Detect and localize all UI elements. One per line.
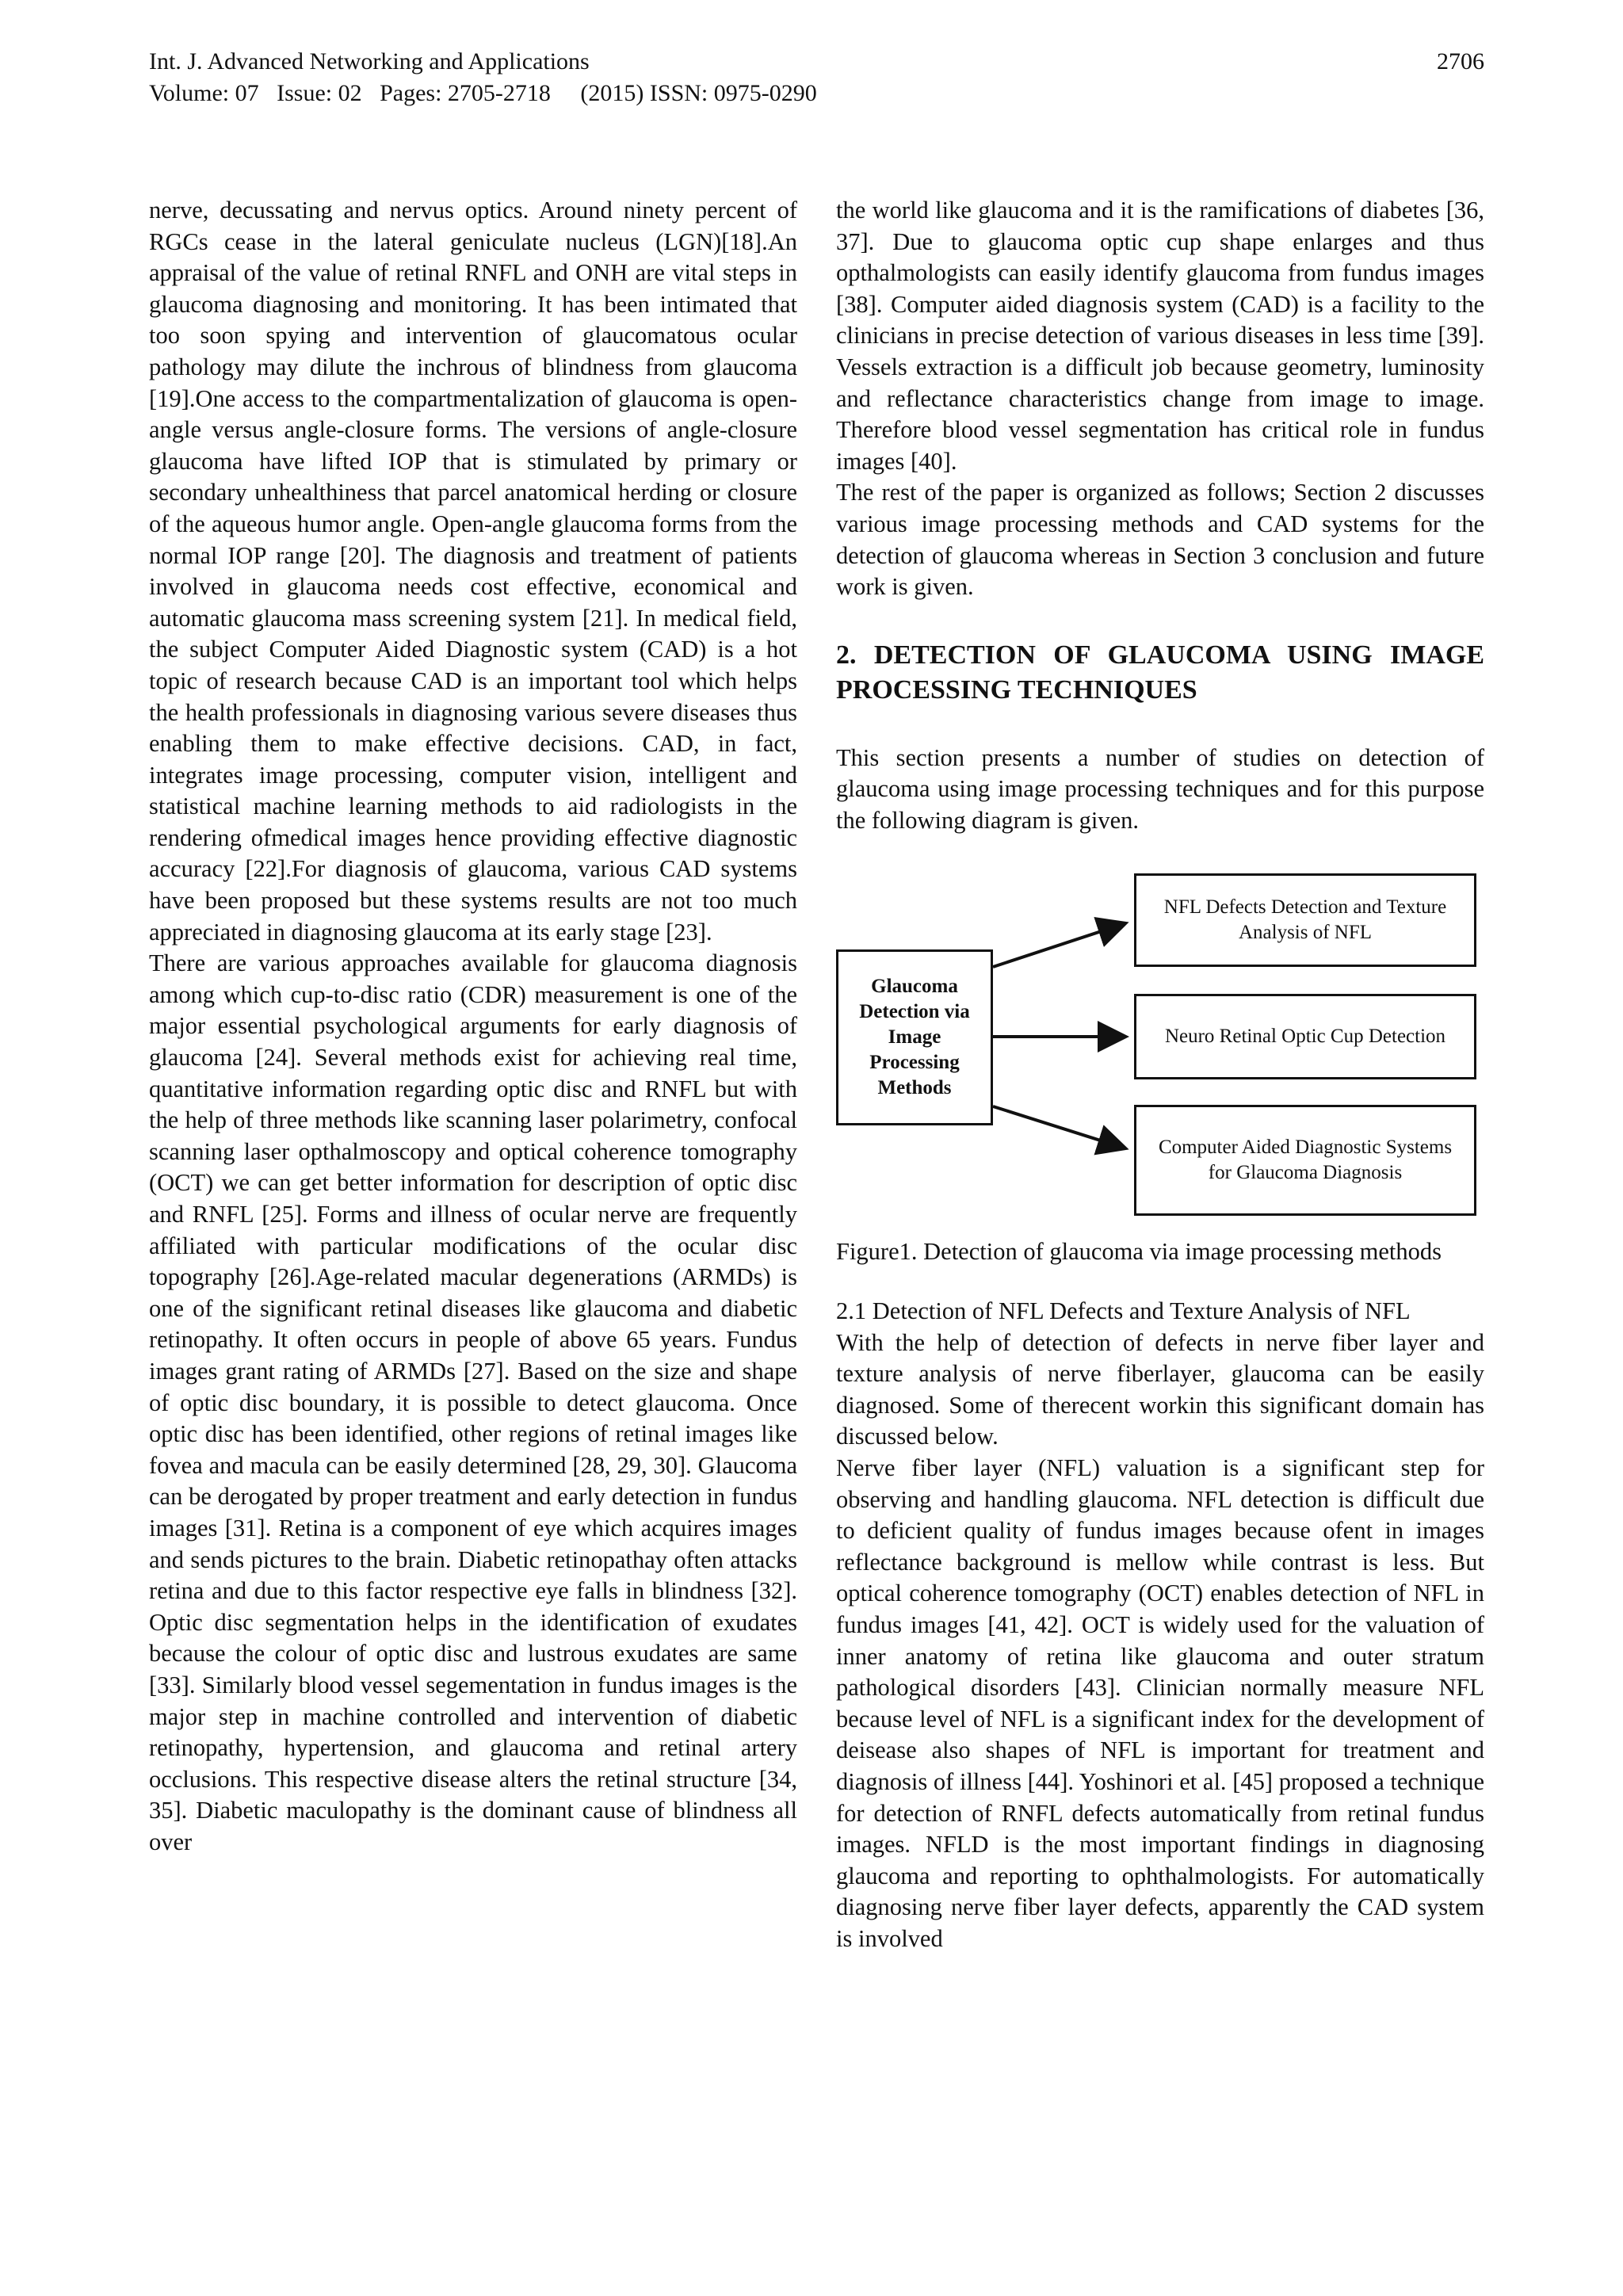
volume-info: Volume: 07 Issue: 02 Pages: 2705-2718 (2015) ISSN: 0975-0290 — [149, 80, 817, 106]
body-paragraph: nerve, decussating and nervus optics. Around ninety percent of RGCs cease in the lateral geniculate nucleus (LGN)[18].An appraisal of the value of retinal RNFL and ONH are vital steps in glaucoma diagnosing and monitoring. It has been intimated that too soon spying and intervention of glaucomatous ocular pathology may dilute the inchrous of blindness from glaucoma [19].One access to the compartmentalization of glaucoma is open-angle versus angle-closure forms. The versions of angle-closure glaucoma have lifted IOP that is stimulated by primary or secondary unhealthiness that parcel anatomical herding or closure of the aqueous humor angle. Open-angle glaucoma forms from the normal IOP range [20]. The diagnosis and treatment of patients involved in glaucoma needs cost effective, economical and automatic glaucoma mass screening system [21]. In medical field, the subject Computer Aided Diagnostic system (CAD) is a hot topic of research because CAD is an important tool which helps the health professionals in diagnosing various severe diseases thus enabling them to make effective decisions. CAD, in fact, integrates image processing, computer vision, intelligent and statistical machine learning methods to aid radiologists in the rendering ofmedical images hence providing effective diagnostic accuracy [22].For diagnosis of glaucoma, various CAD systems have been proposed but these systems results are not too much appreciated in diagnosing glaucoma at its early stage [23]. — [149, 197, 797, 946]
page-number: 2706 — [1437, 48, 1484, 74]
body-paragraph: With the help of detection of defects in nerve fiber layer and texture analysis of nerve fiberlayer, glaucoma can be easily diagnosed. Some of therecent workin this significant domain has discussed below. — [836, 1328, 1484, 1450]
section-intro: This section presents a number of studies on detection of glaucoma using image processing techniques and for this purpose the following diagram is given. — [836, 743, 1484, 834]
body-paragraph: Nerve fiber layer (NFL) valuation is a significant step for observing and handling glaucoma. NFL detection is difficult due to deficient quality of fundus images because ofent in images reflectance background is mellow while contrast is less. But optical coherence tomography (OCT) enables detection of NFL in fundus images [41, 42]. OCT is widely used for the valuation of inner anatomy of retina like glaucoma and outer stratum pathological disorders [43]. Clinician normally measure NFL because level of NFL is a significant index for the development of deisease also shapes of NFL is important for treatment and diagnosis of illness [44]. Yoshinori et al. [45] proposed a technique for detection of RNFL defects automatically from retinal fundus images. NFLD is the most important findings in diagnosing glaucoma and reporting to ophthalmologists. For automatically diagnosing nerve fiber layer defects, apparently the CAD system is involved — [836, 1454, 1484, 1952]
running-header — [149, 46, 1484, 109]
figure-1-diagram — [836, 873, 1484, 1222]
subsection-heading: 2.1 Detection of NFL Defects and Texture Analysis of NFL — [836, 1297, 1411, 1325]
body-paragraph: The rest of the paper is organized as follows; Section 2 discusses various image processing methods and CAD systems for the detection of glaucoma whereas in Section 3 conclusion and future work is given. — [836, 479, 1484, 601]
right-column — [836, 195, 1484, 1955]
body-paragraph: There are various approaches available for glaucoma diagnosis among which cup-to-disc ratio (CDR) measurement is one of the major essential psychological arguments for early diagnosis of glaucoma [24]. Several methods exist for achieving real time, quantitative information regarding optic disc and RNFL but with the help of three methods like scanning laser polarimetry, confocal scanning laser opthalmoscopy and optical coherence tomography (OCT) we can get better information for description of optic disc and RNFL [25]. Forms and illness of ocular nerve are frequently affiliated with particular modifications of the ocular disc topography [26].Age-related macular degenerations (ARMDs) is one of the significant retinal diseases like glaucoma and diabetic retinopathy. It often occurs in people of above 65 years. Fundus images grant rating of ARMDs [27]. Based on the size and shape of optic disc boundary, it is possible to detect glaucoma. Once optic disc has been identified, other regions of retinal images like fovea and macula can be easily determined [28, 29, 30]. Glaucoma can be derogated by proper treatment and early detection in fundus images [31]. Retina is a component of eye which acquires images and sends pictures to the brain. Diabetic retinopathay often attacks retina and due to this factor respective eye falls in blindness [32]. Optic disc segmentation helps in the identification of exudates because the colour of optic disc and lustrous exudates are same [33]. Similarly blood vessel segementation in fundus images is the major step in machine controlled and intervention of diabetic retinopathy, hypertension, and glaucoma and retinal artery occlusions. This respective disease alters the retinal structure [34, 35]. Diabetic maculopathy is the dominant cause of blindness all over — [149, 949, 797, 1855]
target-node-cad: Computer Aided Diagnostic Systems for Glaucoma Diagnosis — [1134, 1105, 1476, 1216]
body-paragraph: the world like glaucoma and it is the ramifications of diabetes [36, 37]. Due to glaucoma optic cup shape enlarges and thus opthalmologists can easily identify glaucoma from fundus images [38]. Computer aided diagnosis system (CAD) is a facility to the clinicians in precise detection of various diseases in less time [39]. Vessels extraction is a difficult job because geometry, luminosity and reflectance characteristics change from image to image. Therefore blood vessel segmentation has critical role in fundus images [40]. — [836, 197, 1484, 475]
arrow-to-cad — [993, 1106, 1123, 1148]
target-node-optic-cup: Neuro Retinal Optic Cup Detection — [1134, 994, 1476, 1079]
journal-title: Int. J. Advanced Networking and Applications — [149, 48, 590, 74]
target-node-nfl: NFL Defects Detection and Texture Analysis of NFL — [1134, 873, 1476, 967]
left-column — [149, 195, 797, 1858]
source-node: Glaucoma Detection via Image Processing Methods — [836, 949, 993, 1125]
arrow-to-nfl — [993, 924, 1123, 967]
figure-caption: Figure1. Detection of glaucoma via image processing methods — [836, 1237, 1442, 1265]
section-heading: 2. DETECTION OF GLAUCOMA USING IMAGE PROCESSING TECHNIQUES — [836, 640, 1484, 705]
